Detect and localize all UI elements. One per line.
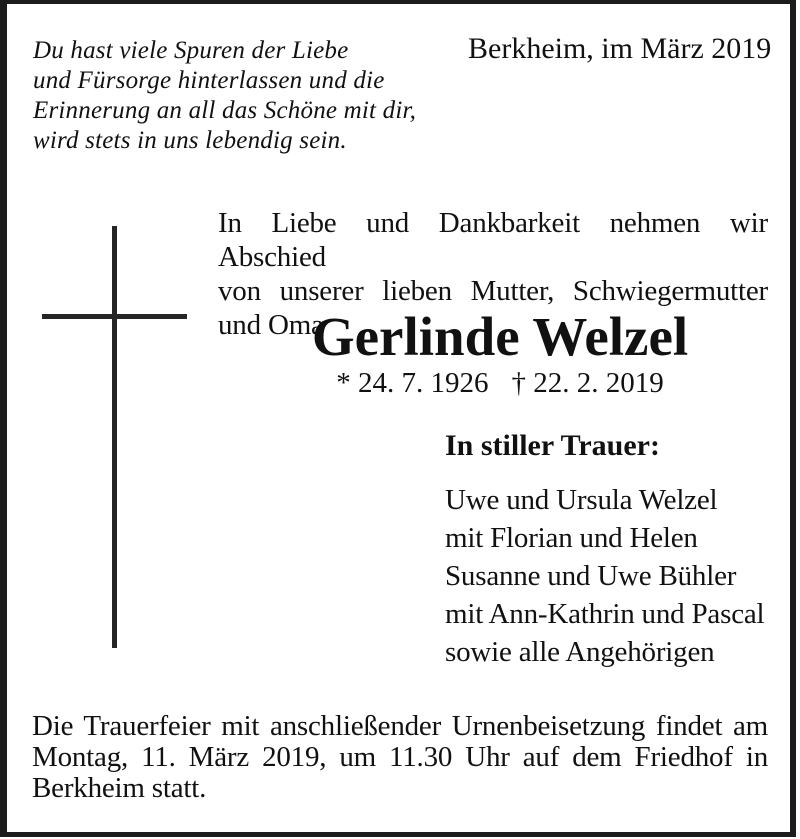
epigraph [33, 36, 433, 156]
birth-date: * 24. 7. 1926 [336, 367, 489, 399]
closing-line: Berkheim statt. [32, 772, 207, 804]
death-date: † 22. 2. 2019 [511, 367, 664, 399]
intro-line: In Liebe und Dankbarkeit nehmen wir Abschied [218, 207, 768, 273]
epigraph-line: wird stets in uns lebendig sein. [33, 127, 347, 154]
memorial-cross-icon [42, 226, 187, 648]
epigraph-line: Erinnerung an all das Schöne mit dir, [33, 97, 417, 124]
intro-line: von unserer lieben Mutter, Schwiegermutter [218, 275, 768, 307]
mourner-line: sowie alle Angehörigen [445, 636, 715, 668]
mourning-heading: In stiller Trauer: [445, 429, 660, 462]
mourners-list [445, 481, 775, 671]
deceased-name: Gerlinde Welzel [311, 306, 689, 367]
epigraph-line: Du hast viele Spuren der Liebe [33, 37, 349, 64]
mourner-line: mit Ann-Kathrin und Pascal [445, 598, 765, 630]
cross-horizontal-bar [42, 314, 187, 319]
life-dates [232, 366, 768, 400]
cross-vertical-bar [112, 226, 117, 648]
mourner-line: Susanne und Uwe Bühler [445, 560, 737, 592]
closing-paragraph [32, 711, 768, 804]
epigraph-line: und Fürsorge hinterlassen und die [33, 67, 385, 94]
mourner-line: mit Florian und Helen [445, 522, 698, 554]
dateline: Berkheim, im März 2019 [468, 32, 772, 65]
intro-line: und Oma [218, 309, 324, 341]
closing-line: Die Trauerfeier mit anschließender Urnenbeisetzung findet am [32, 710, 768, 742]
mourner-line: Uwe und Ursula Welzel [445, 484, 718, 516]
closing-line: Montag, 11. März 2019, um 11.30 Uhr auf dem Friedhof in [32, 741, 768, 773]
